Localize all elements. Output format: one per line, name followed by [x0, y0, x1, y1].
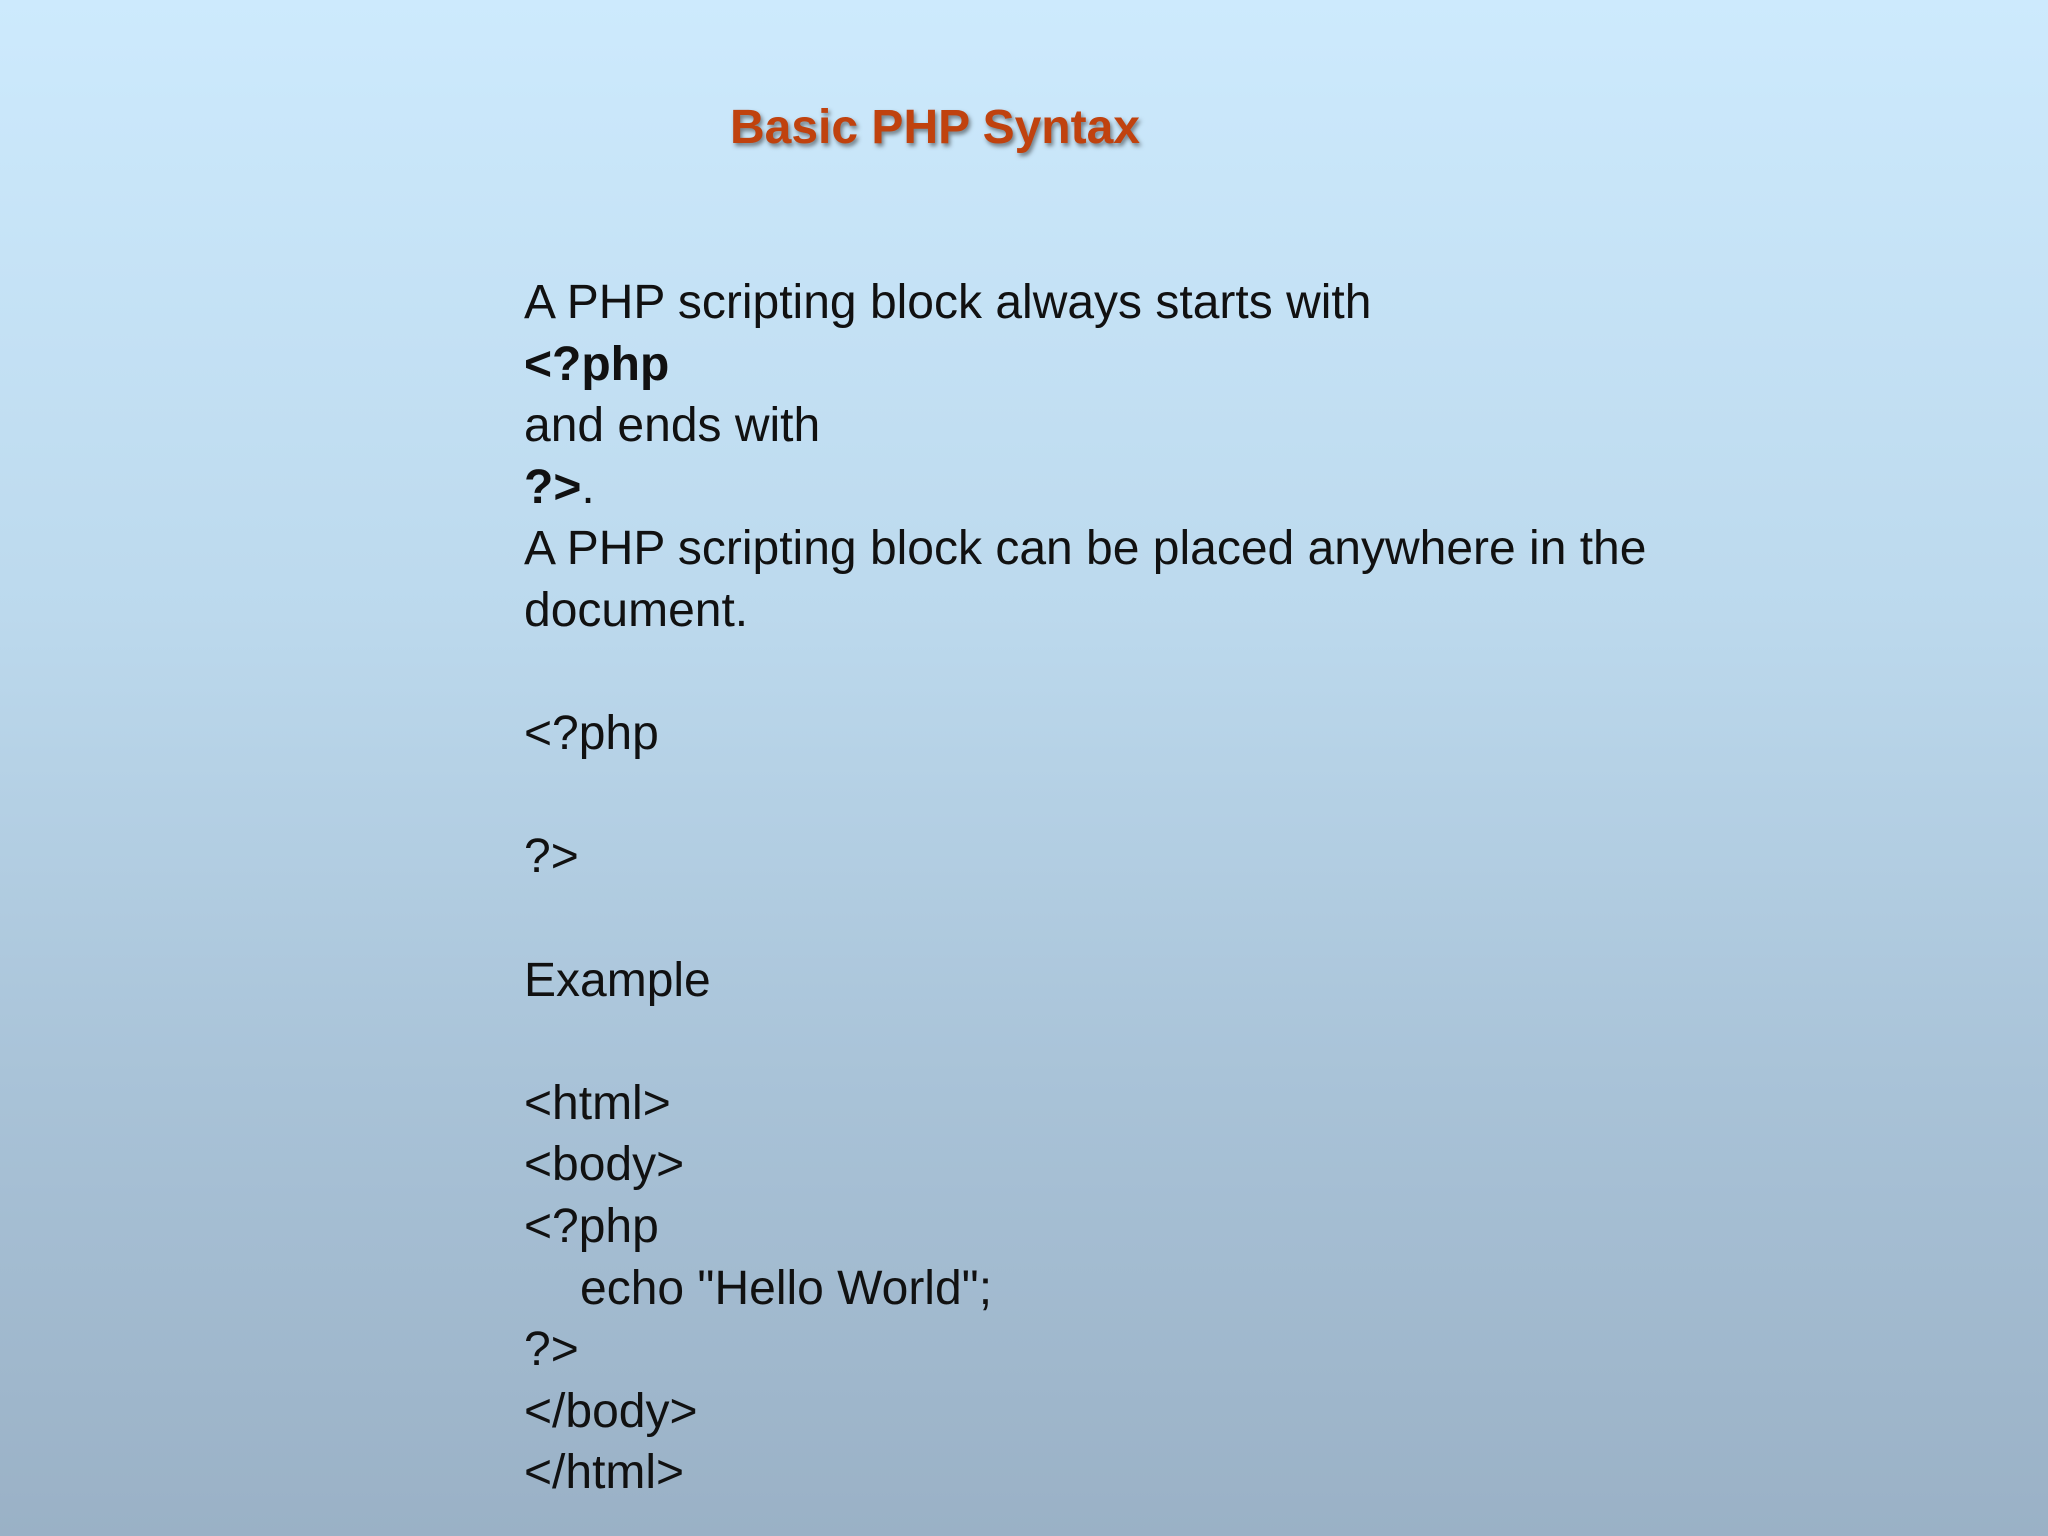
syntax-open-tag: <?php [524, 707, 659, 761]
code-line: </html> [524, 1446, 685, 1500]
code-line: <body> [524, 1138, 685, 1192]
php-close-tag: ?> [524, 460, 582, 514]
php-open-tag: <?php [524, 337, 670, 391]
slide-content [524, 272, 1824, 1504]
code-line: </body> [524, 1384, 698, 1438]
close-tag-period: . [581, 460, 595, 514]
code-line: <html> [524, 1076, 671, 1130]
paragraph-line-3: and ends with [524, 399, 821, 453]
paragraph-line-1: A PHP scripting block always starts with [524, 276, 1372, 329]
paragraph-line-6: document. [524, 583, 749, 637]
code-line-echo: echo "Hello World"; [580, 1261, 993, 1315]
syntax-close-tag: ?> [524, 830, 579, 884]
example-heading: Example [524, 953, 711, 1007]
blank-line [524, 765, 1824, 827]
blank-line [524, 1011, 1824, 1073]
slide-title: Basic PHP Syntax [730, 101, 1140, 154]
blank-line [524, 888, 1824, 950]
code-line: <?php [524, 1199, 659, 1253]
php-close-tag-line [524, 457, 1824, 519]
code-line: ?> [524, 1323, 579, 1377]
blank-line [524, 642, 1824, 704]
paragraph-line-5: A PHP scripting block can be placed anywhere in the [524, 522, 1647, 576]
